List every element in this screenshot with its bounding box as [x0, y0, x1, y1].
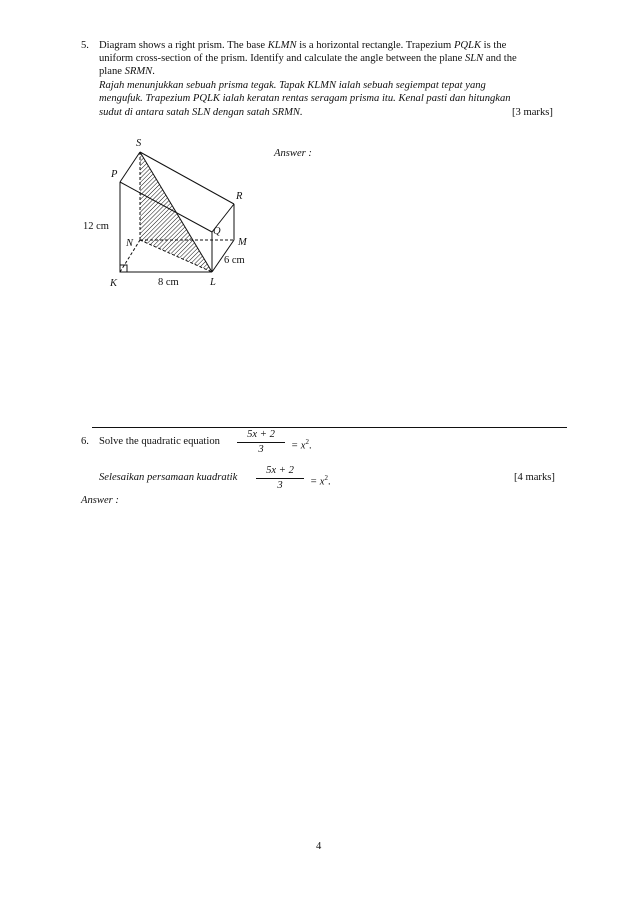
plane-label: SLN	[464, 53, 484, 64]
q5-ms-line-3: sudut di antara satah SLN dengan satah SRMN.	[99, 107, 303, 118]
rhs-exponent: 2	[305, 438, 309, 446]
text: .	[152, 66, 155, 77]
q6-en-text: Solve the quadratic equation	[99, 436, 220, 447]
q6-fraction	[237, 429, 285, 456]
q5-answer-label: Answer :	[274, 148, 312, 159]
text: plane	[99, 66, 125, 77]
vertex-r-label: R	[236, 191, 243, 202]
vertex-m-label: M	[238, 237, 247, 248]
fraction-denominator: 3	[277, 480, 283, 491]
vertex-n-label: N	[126, 238, 134, 249]
fraction-bar	[237, 442, 285, 443]
rhs-text: = x	[310, 476, 325, 488]
q6-number: 6.	[81, 436, 89, 447]
vertex-s-label: S	[136, 138, 142, 149]
depth-dimension-label: 6 cm	[224, 255, 245, 266]
edge-ps	[120, 152, 140, 182]
fraction-numerator: 5x + 2	[266, 465, 294, 476]
page-number: 4	[316, 841, 322, 852]
q6-marks: [4 marks]	[514, 472, 555, 483]
height-dimension-label: 12 cm	[83, 221, 109, 232]
vertex-q-label: Q	[213, 226, 221, 237]
text: uniform cross-section of the prism. Identify and calculate the angle between the plane	[99, 53, 465, 64]
width-dimension-label: 8 cm	[158, 277, 179, 288]
text: is the	[481, 40, 507, 51]
q5-marks: [3 marks]	[512, 107, 553, 118]
q5-number: 5.	[81, 40, 89, 51]
rhs-exponent: 2	[324, 474, 328, 482]
rhs-end: .	[328, 476, 331, 488]
base-label: KLMN	[267, 40, 297, 51]
rhs-end: .	[309, 440, 312, 452]
rhs-text: = x	[291, 440, 306, 452]
vertex-p-label: P	[111, 169, 118, 180]
fraction-bar	[256, 478, 304, 479]
prism-diagram	[0, 0, 638, 300]
vertex-l-label: L	[210, 277, 216, 288]
fraction-numerator: 5x + 2	[247, 429, 275, 440]
vertex-k-label: K	[110, 278, 118, 289]
text: is a horizontal rectangle. Trapezium	[296, 40, 454, 51]
q5-ms-line-2: mengufuk. Trapezium PQLK ialah keratan rentas seragam prisma itu. Kenal pasti dan hitungkan	[99, 93, 511, 104]
question-separator	[92, 427, 567, 428]
plane-label: SRMN	[124, 66, 153, 77]
q6-rhs-ms	[310, 472, 331, 489]
q6-answer-label: Answer :	[81, 495, 119, 506]
q6-fraction-ms	[256, 465, 304, 492]
q6-ms-text: Selesaikan persamaan kuadratik	[99, 472, 238, 483]
trapezium-label: PQLK	[453, 40, 482, 51]
text: and the	[483, 53, 517, 64]
text: Diagram shows a right prism. The base	[99, 40, 268, 51]
fraction-denominator: 3	[258, 444, 264, 455]
q5-ms-line-1: Rajah menunjukkan sebuah prisma tegak. Tapak KLMN ialah sebuah segiempat tepat yang	[99, 80, 486, 91]
q6-rhs	[291, 436, 312, 453]
